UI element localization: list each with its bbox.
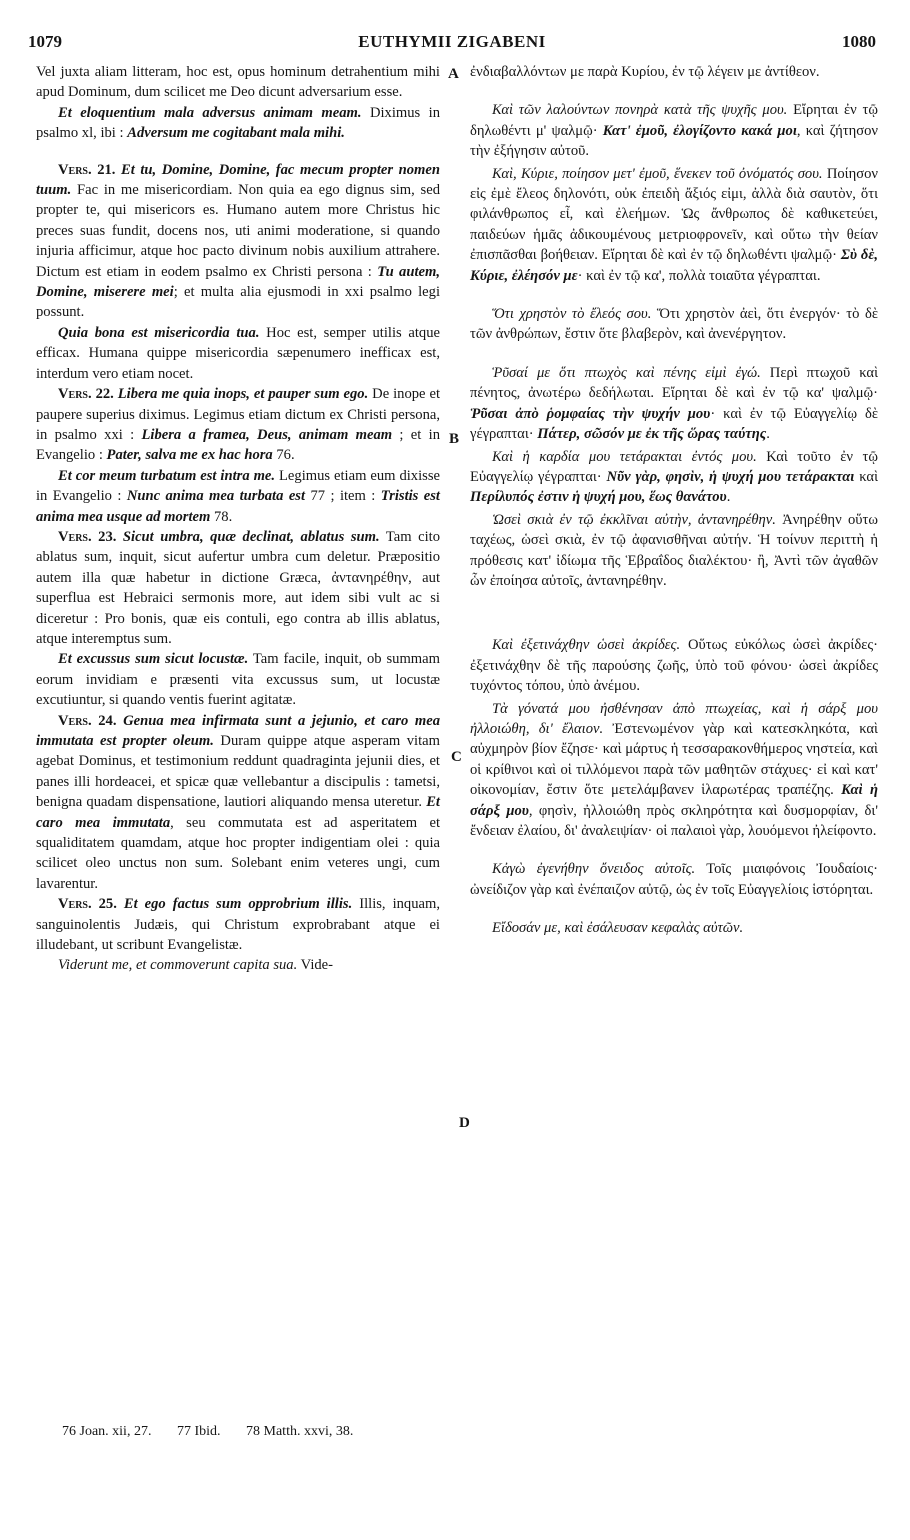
- lemma: Genua mea infirmata sunt a jejunio, et caro mea immutata est propter oleum.: [36, 712, 440, 749]
- paragraph-text: καὶ: [854, 468, 878, 485]
- lemma: Sicut umbra, quæ declinat, ablatus sum.: [116, 528, 380, 545]
- paragraph-text: Τοῖς μιαιφόνοις Ἰουδαίοις· ὠνείδιζον γὰρ καὶ ἐνέπαιζον αὐτῷ, ὡς ἐν τοῖς Εὐαγγελίοις ἱστόρηται.: [470, 861, 878, 898]
- greek-column: [470, 62, 878, 939]
- verse-number: Vers. 22.: [58, 386, 114, 403]
- paragraph: [36, 160, 440, 323]
- paragraph-text: ἐνδιαβαλλόντων με παρὰ Κυρίου, ἐν τῷ λέγειν με ἀντίθεον.: [470, 64, 820, 80]
- scripture-quote: Καὶ ἡ σάρξ μου: [470, 782, 879, 819]
- paragraph-text: Vide-: [297, 957, 334, 974]
- lemma: Et eloquentium mala adversus animam meam.: [58, 104, 362, 121]
- paragraph: [36, 711, 440, 895]
- paragraph-text: Legimus etiam eum dixisse in Evangelio :: [36, 467, 440, 505]
- lemma: Καὶ ἡ καρδία μου τετάρακται ἐντός μου.: [492, 448, 757, 465]
- paragraph-text: Illis, inquam, sanguinolentis Judæis, qui Christum exprobrabant atque ei illudebant, ut scribunt Evangelistæ.: [36, 896, 440, 954]
- paragraph: [470, 918, 878, 938]
- paragraph-text: ; et in Evangelio :: [36, 426, 440, 464]
- paragraph: [36, 384, 440, 466]
- paragraph-text: Ποίησον εἰς ἐμὲ ἔλεος δηλονότι, οὐκ ἐπειδὴ ἄξιός εἰμι, ἀλλὰ διὰ σαυτὸν, ὅτι φιλάνθρωπος εἶ, καὶ ἐλεήμων. Ὡς ἄνθρωπος δὲ καθικετεύει, παιδεύων ἡμᾶς ἀδικουμένους μετριοφρονεῖν, καὶ οὕτω τὴν θείαν ἐπισπᾶσθαι βοήθειαν. Εἴρηται δὲ καὶ ἐν τῷ δηλωθέντι ψαλμῷ·: [470, 165, 878, 264]
- paragraph-text: Οὕτως εὐκόλως ὡσεὶ ἀκρίδες· ἐξετινάχθην δὲ τῆς παρούσης ζωῆς, ὑπὸ τοῦ φόνου· ὡσεὶ ἀκρίδες τυχόντος τόπου, ὑπὸ ἀνέμου.: [470, 637, 878, 695]
- scripture-quote: Et caro mea immutata: [36, 794, 440, 831]
- paragraph: [36, 527, 440, 649]
- lemma: Καὶ, Κύριε, ποίησον μετ' ἐμοῦ, ἕνεκεν τοῦ ὀνόματός σου.: [492, 165, 823, 182]
- paragraph-text: · καὶ ἐν τῷ Εὐαγγελίῳ δὲ γέγραπται·: [470, 405, 878, 443]
- scripture-quote: Ῥῦσαι ἀπὸ ῥομφαίας τὴν ψυχήν μου: [470, 405, 711, 422]
- running-title: EUTHYMII ZIGABENI: [358, 32, 546, 51]
- scripture-quote: Πάτερ, σῶσόν με ἐκ τῆς ὥρας ταύτης: [537, 426, 767, 443]
- lemma: Quia bona est misericordia tua.: [58, 324, 260, 341]
- paragraph-text: Diximus in psalmo xl, ibi :: [36, 104, 440, 142]
- paragraph: [36, 62, 440, 103]
- paragraph-text: 78.: [210, 508, 233, 525]
- scripture-quote: Νῦν γὰρ, φησὶν, ἡ ψυχή μου τετάρακται: [606, 468, 855, 485]
- paragraph-text: Fac in me misericordiam. Non quia ea ego dignus sim, sed propter te, qui misericors es. Humano autem more Christus hic preces suas fundit, docens nos, uti animi moderatione, si quando injuria afficimur, atque hoc pacto divinum nobis auxilium attrahere. Dictum est etiam in eodem psalmo ex Christi persona :: [36, 182, 440, 280]
- paragraph-text: Ὅτι χρηστὸν ἀεὶ, ὅτι ἐνεργόν· τὸ δὲ τῶν ἀνθρώπων, ἔστιν ὅτε βλαβερὸν, καὶ ἀνενέργητον.: [470, 306, 879, 343]
- paragraph: [470, 447, 878, 508]
- paragraph: [470, 304, 878, 345]
- paragraph-text: De inope et paupere superius diximus. Legimus etiam dictum ex Christi persona, in psalmo xxi :: [36, 386, 440, 443]
- lemma: Εἴδοσάν με, καὶ ἐσάλευσαν κεφαλὰς αὐτῶν.: [492, 920, 744, 937]
- scripture-quote: Tu autem, Domine, miserere mei: [36, 263, 440, 301]
- lemma: Ῥῦσαί με ὅτι πτωχὸς καὶ πένης εἰμὶ ἐγώ.: [492, 364, 761, 381]
- paragraph-text: Ἐστενωμένον γὰρ καὶ κατεσκληκότα, καὶ αὐχμηρὸν βίον ἔζησε· καὶ μάρτυς ἡ τεσσαρακονθήμερος νηστεία, καὶ οἱ κρίθινοι καὶ οἱ τιλλόμενοι παρὰ τῶν μαθητῶν στάχυες· εἰ καὶ κατ' οἰκονομίαν, ἔστιν ὅτε μετελάμβανεν ἱλαρωτέρας τραπέζης.: [470, 720, 878, 799]
- paragraph: [36, 649, 440, 710]
- paragraph-text: Hoc est, semper utilis atque efficax. Humana quippe misericordia sæpenumero inefficax est, interdum vero etiam nocet.: [36, 324, 440, 382]
- paragraph-text: 77 ; item :: [305, 488, 381, 505]
- verse-number: Vers. 25.: [58, 896, 117, 913]
- paragraph: [36, 323, 440, 384]
- footnote: 76 Joan. xii, 27.: [62, 1424, 152, 1439]
- paragraph: [470, 100, 878, 161]
- paragraph: [470, 363, 878, 445]
- verse-number: Vers. 23.: [58, 528, 117, 545]
- lemma: Et tu, Domine, Domine, fac mecum propter nomen tuum.: [36, 161, 440, 199]
- paragraph: [470, 699, 878, 842]
- verse-number: Vers. 21.: [58, 161, 116, 178]
- paragraph: [470, 510, 878, 592]
- section-marker-d: D: [459, 1115, 470, 1131]
- scripture-quote: Κατ' ἐμοῦ, ἐλογίζοντο κακά μοι: [602, 122, 797, 139]
- latin-column: [36, 62, 440, 976]
- page-header: [28, 32, 876, 58]
- footnote: 78 Matth. xxvi, 38.: [246, 1424, 354, 1439]
- paragraph: [470, 859, 878, 900]
- lemma: Libera me quia inops, et pauper sum ego.: [113, 386, 369, 403]
- paragraph: [470, 635, 878, 696]
- footnotes: [62, 1424, 375, 1440]
- scripture-quote: Περίλυπός ἐστιν ἡ ψυχή μου, ἕως θανάτου: [470, 489, 727, 506]
- lemma: Καὶ τῶν λαλούντων πονηρὰ κατὰ τῆς ψυχῆς μου.: [492, 102, 788, 119]
- paragraph: [36, 955, 440, 975]
- scripture-quote: Tristis est anima mea usque ad mortem: [36, 488, 440, 525]
- section-marker-a: A: [448, 66, 459, 82]
- lemma: Viderunt me, et commoverunt capita sua.: [58, 957, 298, 974]
- paragraph-text: Καὶ τοῦτο ἐν τῷ Εὐαγγελίῳ γέγραπται·: [470, 448, 878, 485]
- paragraph-text: , καὶ ζήτησον τὴν ἐξήγησιν αὐτοῦ.: [470, 122, 878, 160]
- paragraph-text: Ἀνηρέθην οὕτω ταχέως, ὡσεὶ σκιὰ, ἐν τῷ ἀφανισθῆναι αὐτήν. Ἡ τοίνυν περιττὴ ἡ πρόθεσις κατ' ἰδίωμα τῆς Ἑβραΐδος διαλέκτου· ἢ, Ἀντὶ τῶν ἀγαθῶν ὧν ἐποίησα αὐτοῖς, ἀντανηρέθην.: [470, 511, 878, 589]
- lemma: Ὡσεὶ σκιὰ ἐν τῷ ἐκκλῖναι αὐτὴν, ἀντανηρέθην.: [492, 511, 776, 528]
- paragraph: [470, 164, 878, 286]
- paragraph-text: Εἴρηται ἐν τῷ δηλωθέντι μ' ψαλμῷ·: [470, 102, 878, 139]
- paragraph-text: Tam facile, inquit, ob summam eorum invidiam e præsenti vita excussus sum, ut locustæ excutiuntur, si quando ventis fuerint agitatæ.: [36, 651, 440, 709]
- paragraph: [36, 466, 440, 527]
- scripture-quote: Σὺ δὲ, Κύριε, ἐλέησόν με: [470, 247, 878, 284]
- paragraph-text: ; et multa alia ejusmodi in xxi psalmo legi possunt.: [36, 284, 441, 321]
- paragraph-text: · καὶ ἐν τῷ κα', πολλὰ τοιαῦτα γέγραπται.: [577, 267, 821, 284]
- lemma: Et excussus sum sicut locustæ.: [58, 651, 249, 668]
- scripture-quote: Pater, salva me ex hac hora: [106, 447, 273, 464]
- paragraph-text: Vel juxta aliam litteram, hoc est, opus hominum detrahentium mihi apud Dominum, dum scilicet me Deo dicunt adversarium esse.: [36, 64, 440, 101]
- page-number-left: 1079: [28, 32, 62, 51]
- paragraph-text: Duram quippe atque asperam vitam agebat Dominus, et testimonium reddunt quadraginta jejunii dies, et panes illi hordeacei, et spicæ quæ vellebantur a discipulis : tametsi, benigna quadam dispensatione, lautiori aliquando mensa uteretur.: [36, 733, 440, 811]
- paragraph-text: .: [766, 426, 770, 443]
- page-number-right: 1080: [842, 32, 876, 51]
- lemma: Καὶ ἐξετινάχθην ὡσεὶ ἀκρίδες.: [492, 637, 681, 654]
- scripture-quote: Adversum me cogitabant mala mihi.: [127, 125, 345, 142]
- paragraph: [470, 62, 878, 82]
- lemma: Ὅτι χρηστὸν τὸ ἔλεός σου.: [492, 306, 652, 323]
- section-marker-c: C: [451, 749, 462, 765]
- paragraph-text: , seu commutata est ad asperitatem et squaliditatem quamdam, atque hoc propter indigentiam olei : quia scilicet oleo unctus non sum. Solebant enim veteres ungi, cum lavarentur.: [36, 814, 441, 892]
- paragraph-text: 76.: [272, 447, 295, 464]
- lemma: Et cor meum turbatum est intra me.: [58, 467, 276, 484]
- lemma: Κἀγὼ ἐγενήθην ὄνειδος αὐτοῖς.: [492, 861, 696, 878]
- footnote: 77 Ibid.: [176, 1424, 221, 1439]
- lemma: Τὰ γόνατά μου ἠσθένησαν ἀπὸ πτωχείας, καὶ ἡ σάρξ μου ἠλλοιώθη, δι' ἔλαιον.: [470, 700, 878, 737]
- paragraph-text: Περὶ πτωχοῦ καὶ πένητος, ἀνωτέρω δεδήλωται. Εἴρηται δὲ καὶ ἐν τῷ κα' ψαλμῷ·: [470, 364, 878, 402]
- paragraph: [36, 103, 440, 144]
- section-marker-b: B: [449, 431, 460, 447]
- lemma: Et ego factus sum opprobrium illis.: [116, 896, 353, 913]
- paragraph-text: .: [726, 489, 731, 506]
- paragraph-text: , φησὶν, ἠλλοιώθη πρὸς σκληρότητα καὶ δυσμορφίαν, δι' ἔνδειαν ἐλαίου, δι' ἀναλειψίαν· οἱ παλαιοὶ γὰρ, λουόμενοι ἠλείφοντο.: [470, 802, 878, 839]
- verse-number: Vers. 24.: [58, 712, 117, 729]
- scripture-quote: Libera a framea, Deus, animam meam: [141, 426, 393, 443]
- scripture-quote: Nunc anima mea turbata est: [126, 488, 306, 505]
- paragraph-text: Tam cito ablatus sum, inquit, sicut aufertur umbra cum deletur. Præpositio autem illa quæ habetur in dictione Græca, ἀντανηρέθην, aut superflua est Hebraici sermonis more, aut idem sibi vult ac si diceretur : Pro bonis, quæ eis contuli, ego contra ab illis ablatus, atque interemptus sum.: [36, 528, 440, 647]
- paragraph: [36, 894, 440, 955]
